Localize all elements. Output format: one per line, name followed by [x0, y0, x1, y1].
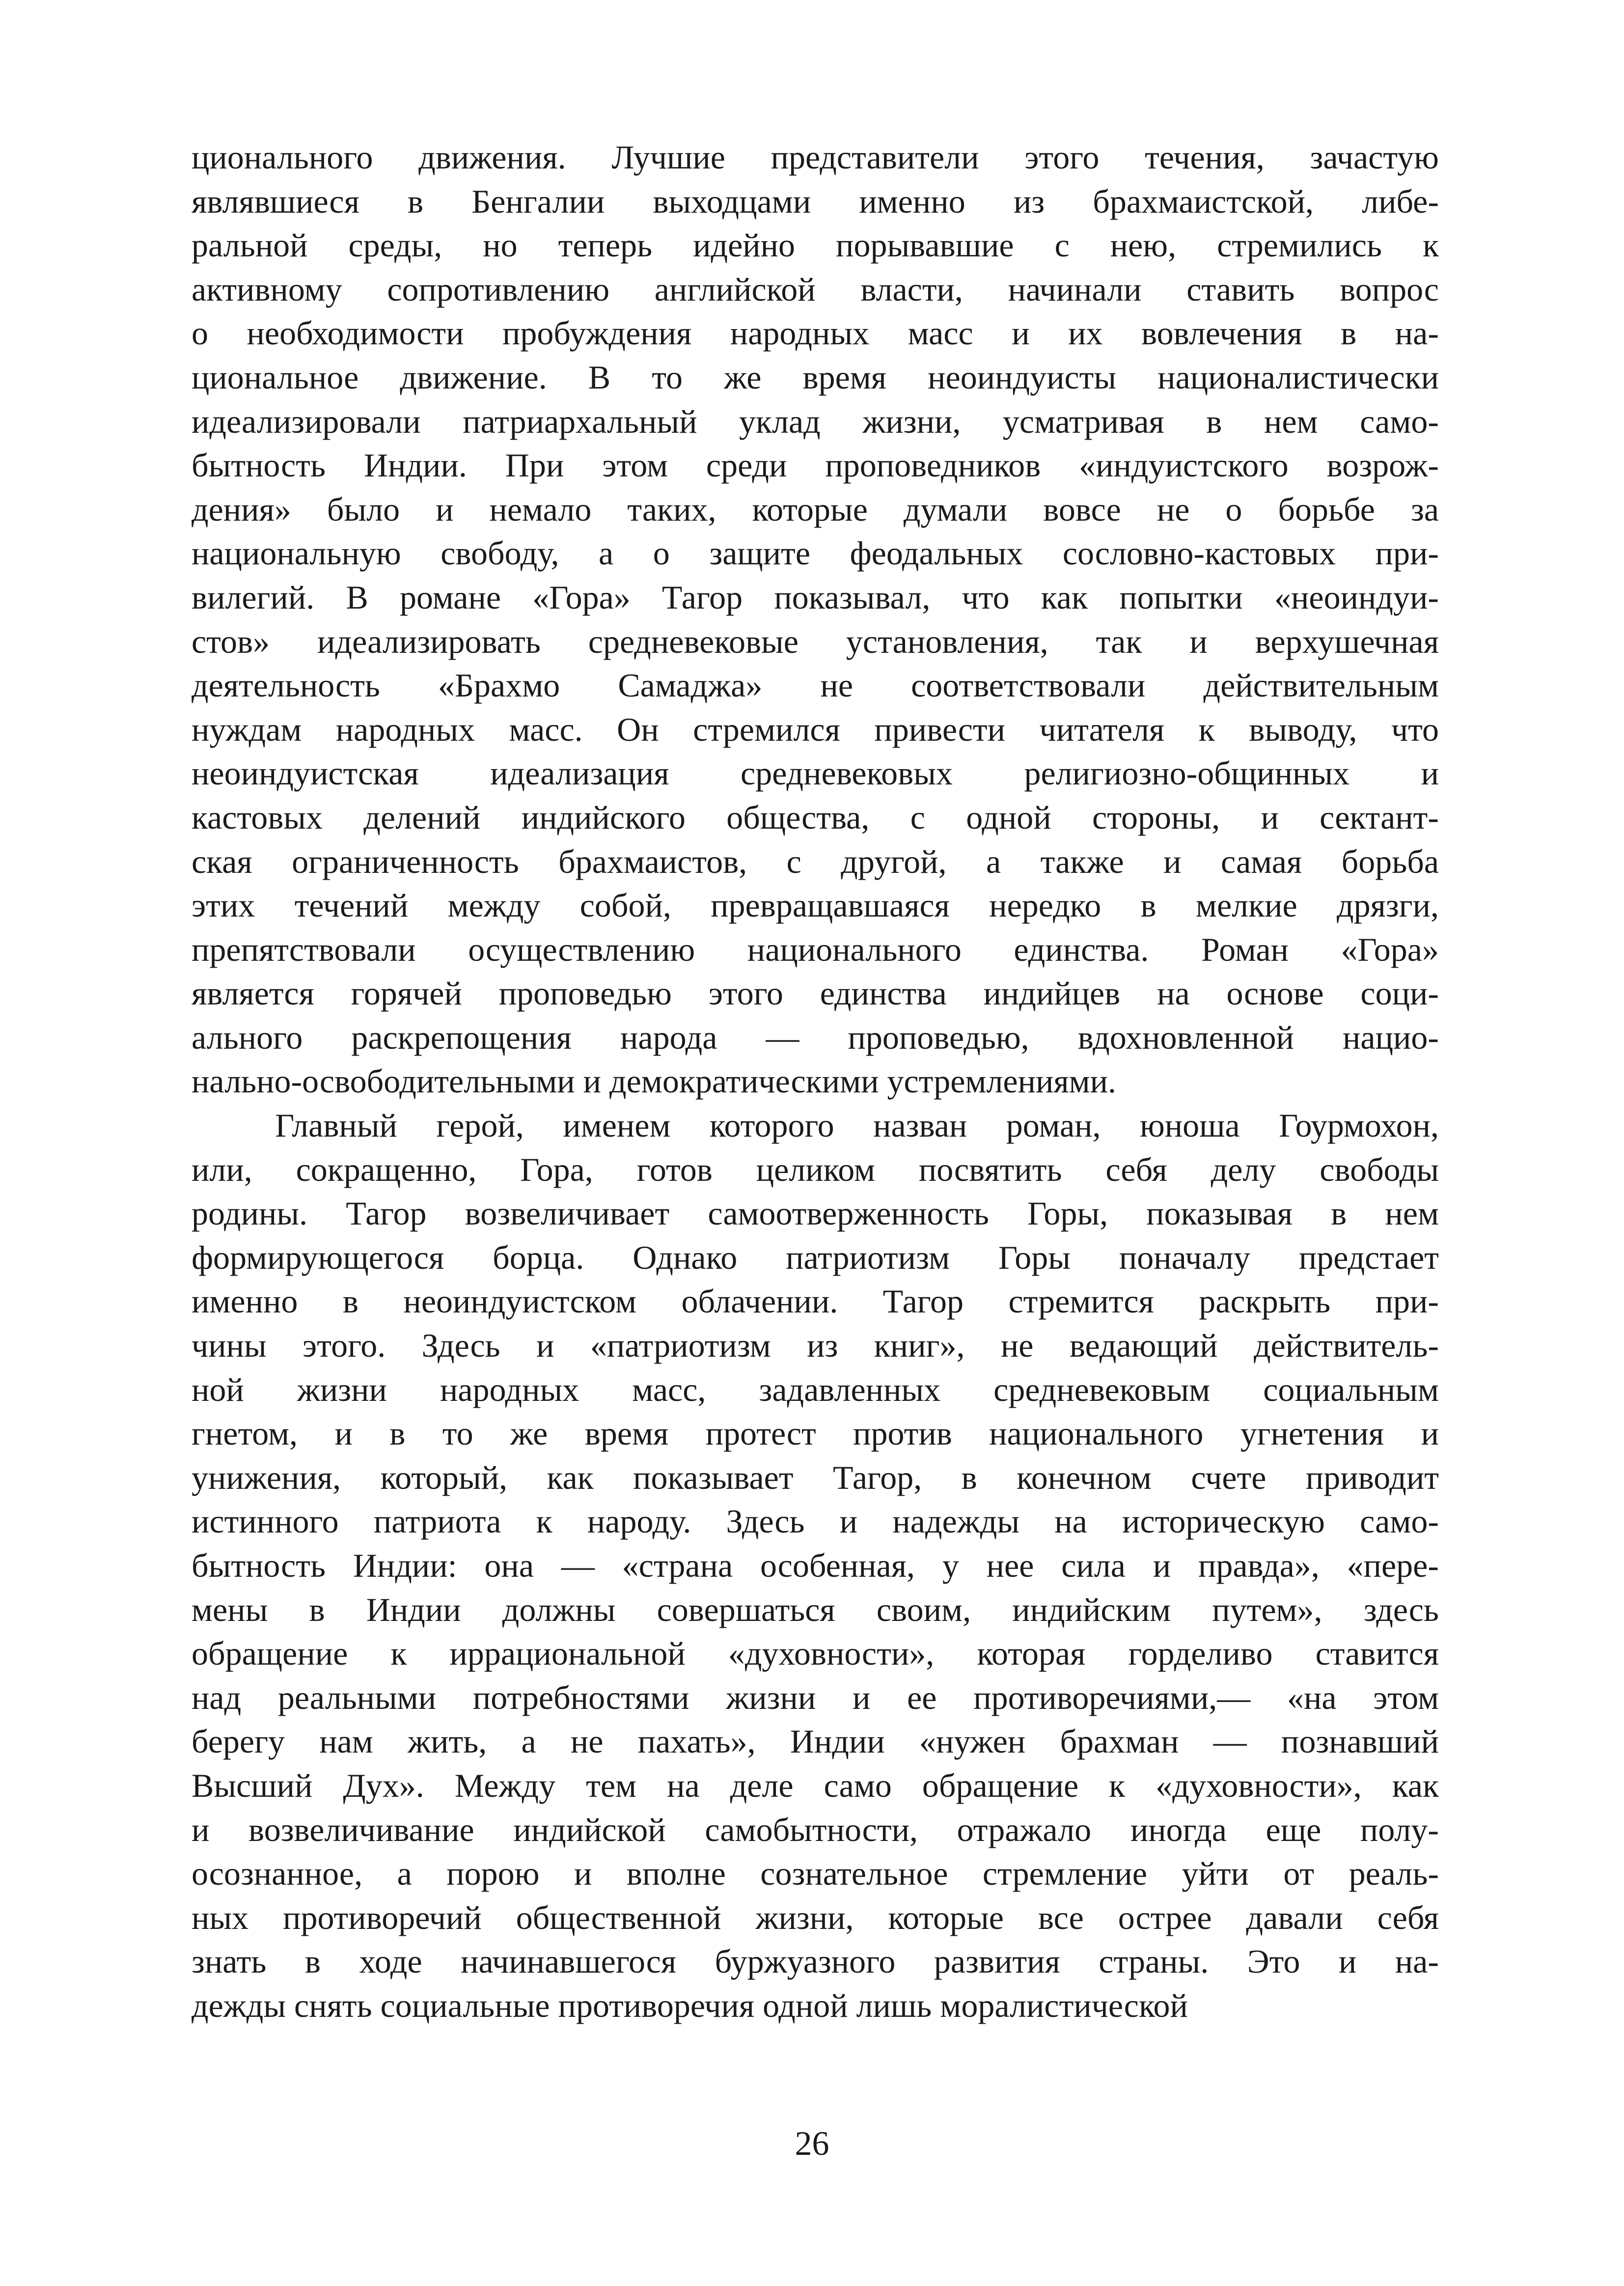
text-line: мены в Индии должны совершаться своим, индийским путем», здесь	[192, 1590, 1439, 1628]
text-line: истинного патриота к народу. Здесь и надежды на историческую само-	[192, 1503, 1439, 1540]
text-line: бытность Индии. При этом среди проповедников «индуистского возрож-	[192, 446, 1439, 484]
text-line: циональное движение. В то же время неоиндуисты националистически	[192, 358, 1439, 396]
text-line: дения» было и немало таких, которые думали вовсе не о борьбе за	[192, 490, 1439, 528]
text-line: о необходимости пробуждения народных масс и их вовлечения в на-	[192, 314, 1439, 352]
text-line: унижения, который, как показывает Тагор, в конечном счете приводит	[192, 1458, 1439, 1496]
text-line: кастовых делений индийского общества, с одной стороны, и сектант-	[192, 798, 1439, 836]
paragraph	[192, 136, 1439, 1104]
text-line: нуждам народных масс. Он стремился привести читателя к выводу, что	[192, 710, 1439, 748]
text-line: вилегий. В романе «Гора» Тагор показывал, что как попытки «неоиндуи-	[192, 578, 1439, 616]
text-line: берегу нам жить, а не пахать», Индии «нужен брахман — познавший	[192, 1723, 1439, 1760]
text-line: Высший Дух». Между тем на деле само обращение к «духовности», как	[192, 1766, 1439, 1804]
paragraph	[192, 1104, 1439, 2028]
text-line: обращение к иррациональной «духовности», которая горделиво ставится	[192, 1635, 1439, 1673]
body-text	[192, 136, 1439, 2028]
text-line: нально-освободительными и демократическими устремлениями.	[192, 1062, 1117, 1100]
text-line: формирующегося борца. Однако патриотизм Горы поначалу предстает	[192, 1238, 1439, 1276]
text-line: ального раскрепощения народа — проповедью, вдохновленной нацио-	[192, 1018, 1439, 1056]
text-line: родины. Тагор возвеличивает самоотверженность Горы, показывая в нем	[192, 1195, 1439, 1232]
text-line: является горячей проповедью этого единства индийцев на основе соци-	[192, 975, 1439, 1012]
text-line: ская ограниченность брахмаистов, с другой, а также и самая борьба	[192, 842, 1439, 880]
text-line: неоиндуистская идеализация средневековых религиозно-общинных и	[192, 754, 1439, 792]
text-line: являвшиеся в Бенгалии выходцами именно из брахмаистской, либе-	[192, 182, 1439, 220]
text-line: именно в неоиндуистском облачении. Тагор стремится раскрыть при-	[192, 1282, 1439, 1320]
page-number: 26	[795, 2125, 829, 2163]
text-line: бытность Индии: она — «страна особенная, у нее сила и правда», «пере-	[192, 1547, 1439, 1584]
text-line: осознанное, а порою и вполне сознательное стремление уйти от реаль-	[192, 1855, 1439, 1893]
text-line: или, сокращенно, Гора, готов целиком посвятить себя делу свободы	[192, 1150, 1439, 1188]
text-line: ной жизни народных масс, задавленных средневековым социальным	[192, 1370, 1439, 1408]
text-line: активному сопротивлению английской власти, начинали ставить вопрос	[192, 270, 1439, 308]
text-line: деятельность «Брахмо Самаджа» не соответствовали действительным	[192, 667, 1439, 704]
text-line: идеализировали патриархальный уклад жизни, усматривая в нем само-	[192, 402, 1439, 440]
text-line: и возвеличивание индийской самобытности, отражало иногда еще полу-	[192, 1811, 1439, 1848]
text-line: над реальными потребностями жизни и ее противоречиями,— «на этом	[192, 1678, 1439, 1716]
text-line: знать в ходе начинавшегося буржуазного развития страны. Это и на-	[192, 1943, 1439, 1980]
text-line: Главный герой, именем которого назван роман, юноша Гоурмохон,	[275, 1107, 1439, 1144]
text-line: дежды снять социальные противоречия одной лишь моралистической	[192, 1986, 1188, 2024]
text-line: национальную свободу, а о защите феодальных сословно-кастовых при-	[192, 534, 1439, 572]
text-line: ционального движения. Лучшие представители этого течения, зачастую	[192, 139, 1439, 176]
text-line: этих течений между собой, превращавшаяся нередко в мелкие дрязги,	[192, 887, 1439, 924]
text-line: гнетом, и в то же время протест против национального угнетения и	[192, 1415, 1439, 1452]
text-line: ральной среды, но теперь идейно порывавшие с нею, стремились к	[192, 226, 1439, 264]
text-line: ных противоречий общественной жизни, которые все острее давали себя	[192, 1898, 1439, 1936]
text-line: стов» идеализировать средневековые установления, так и верхушечная	[192, 622, 1439, 660]
text-line: чины этого. Здесь и «патриотизм из книг», не ведающий действитель-	[192, 1327, 1439, 1365]
text-line: препятствовали осуществлению национального единства. Роман «Гора»	[192, 930, 1439, 968]
